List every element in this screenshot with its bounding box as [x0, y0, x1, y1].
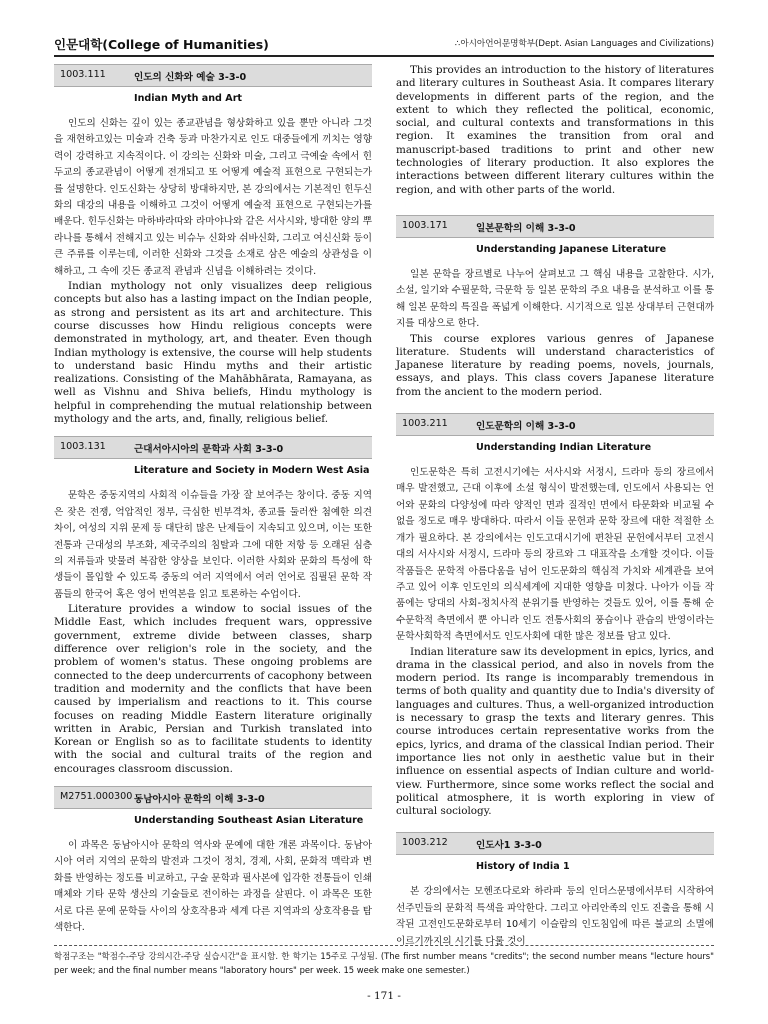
course-english-description: This provides an introduction to the history of literatures and literary cultures in Southeast Asia. It compares literary developments in different parts of the region, and the extent to which they reflected the political, economic, social, and cultural contexts and transformations in this region. It examines the transition from oral and manuscript-based traditions to print and other new technologies of literary production. It also explores the interactions between different literary cultures within the region, and with other parts of the world.	[396, 64, 714, 196]
course-english-title: Understanding Japanese Literature	[476, 243, 667, 255]
college-name: 인문대학(College of Humanities)	[54, 37, 269, 52]
course-korean-title: 인도사1 3-3-0	[476, 840, 542, 852]
course-english-description: This course explores various genres of Japanese literature. Students will understand characteristics of Japanese literature by reading poems, novels, journals, essays, and plays. This class covers Japanese literature from the ancient to the modern period.	[396, 332, 714, 398]
footnote-rule	[54, 945, 714, 946]
course-korean-description: 문학은 중동지역의 사회적 이슈들을 가장 잘 보여주는 창이다. 중동 지역은 잦은 전쟁, 억압적인 정부, 극심한 빈부격차, 종교를 둘러싼 첨예한 의견 차이, 여성의 지위 문제 등 대단히 많은 난제들이 지속되고 있으며, 이는 또한 전통과 근대성의 부조화, 제국주의의 침탈과 그에 대한 저항 등 오래된 심층의 저류들과 맞물려 복잡한 양상을 보인다. 이러한 사회와 문화의 특성에 학생들이 몰입할 수 있도록 중동의 여러 지역에서 여러 언어로 집필된 문학 작품들의 한국어 혹은 영어 번역본을 읽고 토론하는 수업이다.	[54, 490, 372, 600]
course-korean-title: 일본문학의 이해 3-3-0	[476, 222, 576, 234]
course-korean-description: 본 강의에서는 모헨조다로와 하라파 등의 인더스문명에서부터 시작하여 선주민들의 문화적 특색을 파악한다. 그리고 아리안족의 인도 진출을 통해 시작된 고전인도문화로부터 10세기 이슬람의 인도침입에 따른 불교의 소멸에 이르기까지의 시기를 다룰 것이	[396, 886, 714, 947]
course-bar	[54, 64, 372, 87]
course-code: 1003.131	[60, 441, 106, 453]
course-english-title: History of India 1	[476, 861, 570, 873]
left-column	[54, 64, 372, 936]
page-number: - 171 -	[367, 990, 401, 1002]
right-column	[396, 64, 714, 950]
course-korean-description: 인도의 신화는 깊이 있는 종교관념을 형상화하고 있을 뿐만 아니라 그것을 재현하고있는 미술과 건축 등과 마찬가지로 인도 대중들에게 끼치는 영향력이 강력하고 지속적이다. 이 강의는 신화와 미술, 그리고 극예술 속에서 힌두교의 종교관념이 어떻게 전개되고 또 어떻게 예술적 표현으로 구현되는가를 설명한다. 인도신화는 상당히 방대하지만, 본 강의에서는 기본적인 힌두신화의 대강의 내용을 이해하고 그것이 어떻게 예술적 표현으로 구현되는가를 배운다. 힌두신화는 마하바라따와 라마야나와 같은 서사시와, 방대한 양의 뿌라나를 통해서 전해지고 있는 비슈누 신화와 쉬바신화, 그리고 여신신화 등이 큰 주류를 이루는데, 이러한 신화와 그것을 소재로 삼은 예술의 상관성을 이해하고, 그 속에 깃든 종교적 관념과 신념을 이해하려는 것이다.	[54, 118, 372, 277]
course-english-description: Literature provides a window to social issues of the Middle East, which includes frequent wars, oppressive government, extreme divide between classes, sharp difference over religion's role in the society, and the problem of women's status. These ongoing problems are connected to the deep undercurrents of cacophony between tradition and modernity and the conflicts that have been caused by imperialism and reactions to it. This course focuses on reading Middle Eastern literature originally written in Arabic, Persian and Turkish translated into Korean or English so as to facilitate students to identity with the social and cultural traits of the region and encourages classroom discussion.	[54, 603, 372, 775]
course-korean-description: 일본 문학을 장르별로 나누어 살펴보고 그 핵심 내용을 고찰한다. 시가, 소설, 일기와 수필문학, 극문학 등 일본 문학의 주요 내용을 분석하고 이를 통해 일본 문학의 특질을 폭넓게 이해한다. 시기적으로 일본 상대부터 근현대까지를 대상으로 한다.	[396, 268, 714, 330]
header-rule	[54, 55, 714, 57]
course-korean-title: 인도의 신화와 예술 3-3-0	[134, 72, 247, 83]
course-code: 1003.111	[60, 69, 106, 80]
department-name: ∴아시아언어문명학부(Dept. Asian Languages and Civilizations)	[454, 39, 714, 49]
course-code: 1003.171	[402, 219, 448, 231]
course-korean-description: 이 과목은 동남아시아 문학의 역사와 문예에 대한 개론 과목이다. 동남아시아 여러 지역의 문학의 발전과 그것이 정치, 경제, 사회, 문화적 맥락과 변화를 반영하는 정도를 비교하고, 구술 문학과 필사본에 입각한 전통들이 인쇄 매체와 기타 문학 생산의 기술들로 전이하는 과정을 살핀다. 이 과목은 또한 서로 다른 문예 문학들 사이의 상호작용과 세계 다른 지역과의 상호작용을 탐색한다.	[54, 840, 372, 934]
credit-structure-footnote: 학점구조는 "학점수-주당 강의시간-주당 실습시간"을 표시함. 한 학기는 15주로 구성됨. (The first number means "credits"; the second number means "lecture hours" per week; and the final number means "laboratory hours" per week. 15 week make one semester.)	[54, 951, 714, 975]
course-english-description: Indian mythology not only visualizes deep religious concepts but also has a lasting impact on the Indian people, as strong and persistent as its art and architecture. This course discusses how Hindu religious concepts were demonstrated in mythology, art, and theater. Even though Indian mythology is extensive, the course will help students to understand basic Hindu myths and their artistic realizations. Consisting of the Mahābhārata, Ramayana, as well as Vishnu and Shiva beliefs, Hindu mythology is helpful in comprehending the mutual relationship between mythology and the arts, and, finally, religious belief.	[54, 280, 372, 426]
course-english-description: Indian literature saw its development in epics, lyrics, and drama in the classical period, and also in novels from the modern period. Its range is incomparably tremendous in terms of both quality and quantity due to India's diversity of languages and cultures. Thus, a well-organized introduction is necessary to grasp the texts and literary genres. This course introduces certain representative works from the epics, lyrics, and drama of the classical Indian period. Their importance lies not only in aesthetic value but in their influence on essential aspects of Indian culture and world-view. Furthermore, since some works reflect the social and political atmosphere, it is worth exploring in view of cultural sociology.	[396, 645, 714, 818]
course-english-title: Literature and Society in Modern West Asia	[134, 465, 370, 477]
course-korean-title: 동남아시아 문학의 이해 3-3-0	[134, 794, 265, 806]
course-code: 1003.212	[402, 837, 448, 849]
course-english-title: Indian Myth and Art	[134, 93, 243, 104]
course-bar	[54, 436, 372, 459]
course-english-title: Understanding Indian Literature	[476, 442, 652, 454]
course-korean-description: 인도문학은 특히 고전시기에는 서사시와 서정시, 드라마 등의 장르에서 매우 발전했고, 근대 이후에 소설 형식이 발전했는데, 인도에서 사용되는 언어와 문화의 다양성에 따라 양적인 면과 질적인 면에서 타문화와 비교될 수 없을 정도로 매우 방대하다. 따라서 이들 문헌과 문학 장르에 대한 적절한 소개가 필요하다. 본 강의에서는 인도고대시기에 편찬된 문헌에서부터 고전시대의 서사시와 서정시, 드라마 등의 장르와 그 대표작을 소개할 것이다. 이들 작품들은 문학적 아름다움을 넘어 인도문화의 핵심적 가치와 세계관을 보여주고 있어 이후 인도인의 의식세계에 지대한 영향을 미쳤다. 나아가 이들 작품에는 당대의 사회-정치사적 분위기를 반영하는 것들도 있어, 이를 통해 순수문학적 측면에서 뿐 아니라 인도 전통사회의 풍습이나 관습의 반영이라는 문학사회학적 측면에서도 인도사회에 대한 많은 정보를 담고 있다.	[396, 467, 714, 643]
page-header	[54, 35, 714, 55]
course-english-title: Understanding Southeast Asian Literature	[134, 815, 364, 827]
course-bar	[54, 786, 372, 809]
course-korean-title: 인도문학의 이해 3-3-0	[476, 421, 576, 433]
course-code: M2751.000300	[60, 791, 133, 803]
course-korean-title: 근대서아시아의 문학과 사회 3-3-0	[134, 444, 284, 456]
course-bar	[396, 413, 714, 436]
course-bar	[396, 832, 714, 855]
course-code: 1003.211	[402, 418, 448, 430]
course-bar	[396, 215, 714, 238]
